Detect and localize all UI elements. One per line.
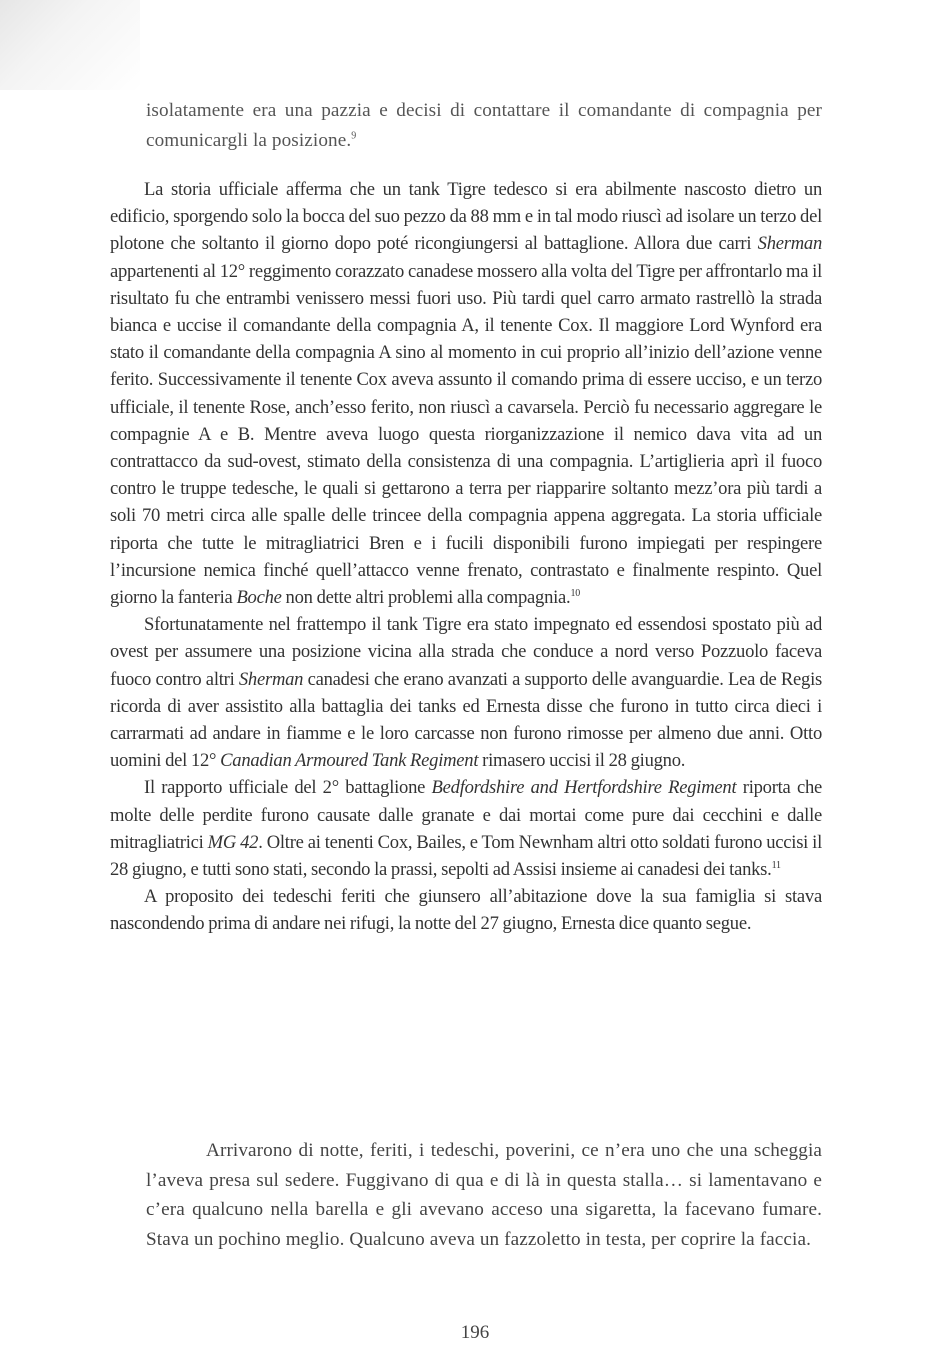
italic-term: MG 42 — [207, 831, 259, 853]
paragraph-text: A proposito dei tedeschi feriti che giunsero all’abitazione dove la sua famiglia si stava nascondendo prima di andare nei rifugi, la notte del 27 giugno, Ernesta dice quanto segue. — [110, 886, 822, 935]
italic-term: Sherman — [757, 233, 822, 255]
footnote-marker-11: 11 — [771, 859, 781, 871]
italic-term: Sherman — [238, 668, 304, 690]
paragraph-text: non dette altri problemi alla compagnia. — [281, 587, 571, 609]
footnote-marker-9: 9 — [351, 130, 357, 142]
italic-term: Boche — [236, 587, 282, 609]
paragraph-official-history — [110, 176, 822, 611]
paragraph-wounded-germans — [110, 883, 822, 937]
main-text — [110, 176, 822, 938]
paragraph-text: Il rapporto ufficiale del 2° battaglione — [144, 777, 432, 799]
page-number: 196 — [460, 1322, 490, 1343]
paragraph-official-report — [110, 774, 822, 883]
quote-continuation-text: isolatamente era una pazzia e decisi di contattare il comandante di compagnia per comunicargli la posizione. — [146, 100, 822, 151]
block-quote — [146, 1136, 822, 1254]
paragraph-tiger-tank — [110, 611, 822, 774]
quote-continuation-paragraph — [146, 96, 822, 156]
paragraph-text: canadesi che erano avanzati a supporto delle avanguardie. Lea de Regis ricorda di aver assistito alla battaglia dei tanks ed Ernesta disse che furono in tutto circa dieci i carrarmati ad andare in fiamme e le loro carcasse non furono rimosse per almeno due anni. Otto uomini del 12° — [110, 668, 822, 772]
block-quote-paragraph: Arrivarono di notte, feriti, i tedeschi, poverini, ce n’era uno che una scheggia l’aveva presa sul sedere. Fuggivano di qua e di là in questa stalla… si lamentavano e c’era qualcuno nella barella e gli avevano acceso una sigaretta, la facevano fumare. Stava un pochino meglio. Qualcuno aveva un fazzoletto in testa, per coprire la faccia. — [146, 1140, 822, 1250]
footnote-marker-10: 10 — [570, 587, 580, 599]
quote-continuation — [146, 96, 822, 156]
italic-term: Canadian Armoured Tank Regiment — [220, 750, 479, 772]
paragraph-text: rimasero uccisi il 28 giugno. — [478, 750, 686, 772]
scan-shadow — [0, 0, 140, 90]
paragraph-text: Sfortunatamente nel frattempo il tank Tigre era stato impegnato ed essendosi spostato più ad ovest per assumere una posizione vicina alla strada che conduce a nord verso Pozzuolo faceva fuoco contro altri — [110, 614, 822, 690]
paragraph-text: . Oltre ai tenenti Cox, Bailes, e Tom Newnham altri otto soldati furono uccisi il 28 giugno, e tutti sono stati, secondo la prassi, sepolti ad Assisi insieme ai canadesi dei tanks. — [110, 831, 822, 881]
paragraph-text: appartenenti al 12° reggimento corazzato canadese mossero alla volta del Tigre per affrontarlo ma il risultato fu che entrambi venissero messi fuori uso. Più tardi quel carro armato rastrellò la strada bianca e uccise il comandante della compagnia A, il tenente Cox. Il maggiore Lord Wynford era stato il comandante della compagnia A sino al momento in cui proprio all’inizio dell’azione venne ferito. Successivamente il tenente Cox aveva assunto il comando prima di essere ucciso, e un terzo ufficiale, il tenente Rose, anch’esso ferito, non riuscì a cavarsela. Perciò fu necessario aggregare le compagnie A e B. Mentre aveva luogo questa riorganizzazione il nemico dava vita ad un contrattacco da sud-ovest, stimato della consistenza di una compagnia. L’artiglieria aprì il fuoco contro le truppe tedesche, le quali si gettarono a terra per riapparire soltanto mezz’ora più tardi a soli 70 metri circa alle spalle delle trincee della compagnia appena aggregata. La storia ufficiale riporta che tutte le mitragliatrici Bren e i fucili disponibili furono impiegati per respingere l’incursione nemica finché quell’attacco venne frenato, contrastato e finalmente respinto. Quel giorno la fanteria — [110, 260, 822, 609]
paragraph-text: riporta che molte delle perdite furono causate dalle granate e dai mortai come pure dai cecchini e dalle mitragliatrici — [110, 777, 822, 853]
italic-term: Bedfordshire and Hertfordshire Regiment — [431, 777, 737, 799]
paragraph-text: La storia ufficiale afferma che un tank Tigre tedesco si era abilmente nascosto dietro un edificio, sporgendo solo la bocca del suo pezzo da 88 mm e in tal modo riuscì ad isolare un terzo del plotone che soltanto il giorno dopo poté ricongiungersi al battaglione. Allora due carri — [110, 179, 822, 255]
